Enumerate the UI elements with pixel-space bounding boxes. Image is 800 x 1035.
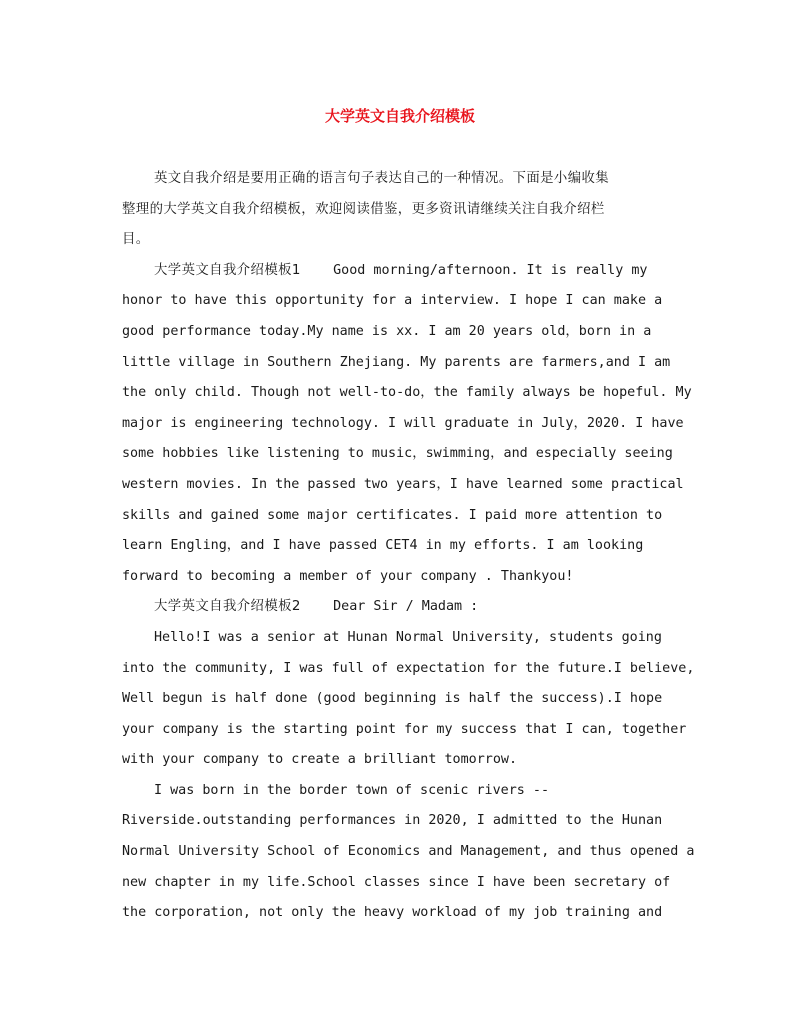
section-2-salutation: Dear Sir / Madam : [333,599,479,615]
section-2-line: I was born in the border town of scenic rivers -- [154,782,550,798]
section-2-first-line [122,592,682,623]
section-1-line: little village in Southern Zhejiang. My parents are farmers,and I am [122,354,671,370]
section-1-line: major is engineering technology. I will graduate in July，2020. I have [122,415,684,431]
section-2-line: your company is the starting point for my success that I can, together [122,721,687,737]
document-body [122,164,695,929]
section-1 [122,256,692,593]
intro-line: 目。 [122,232,150,248]
section-1-first-line [122,256,682,287]
section-1-line: honor to have this opportunity for a interview. I hope I can make a [122,293,663,309]
section-1-line: some hobbies like listening to music，swimming，and especially seeing [122,446,673,462]
section-2-line: new chapter in my life.School classes since I have been secretary of [122,874,671,890]
section-2-line: Normal University School of Economics and Management, and thus opened a [122,844,695,860]
section-2-line: Well begun is half done (good beginning is half the success).I hope [122,691,663,707]
section-1-line: the only child. Though not well-to-do，the family always be hopeful. My [122,385,692,401]
section-2 [122,592,695,929]
section-1-heading: 大学英文自我介绍模板1 [154,262,301,278]
intro-line: 英文自我介绍是要用正确的语言句子表达自己的一种情况。下面是小编收集 [154,171,610,186]
section-2-line: with your company to create a brilliant tomorrow. [122,752,518,768]
section-2-line: the corporation, not only the heavy workload of my job training and [122,905,663,921]
intro-line: 整理的大学英文自我介绍模板，欢迎阅读借鉴，更多资讯请继续关注自我介绍栏 [122,201,605,217]
section-1-line: western movies. In the passed two years，I have learned some practical [122,476,684,492]
section-2-heading: 大学英文自我介绍模板2 [154,599,301,615]
section-2-line: Hello!I was a senior at Hunan Normal University, students going [154,629,662,645]
document-title: 大学英文自我介绍模板 [324,107,475,125]
section-1-line: skills and gained some major certificates. I paid more attention to [122,507,663,523]
section-2-line: Riverside.outstanding performances in 2020, I admitted to the Hunan [122,813,663,829]
section-1-line: Good morning/afternoon. It is really my [333,262,648,278]
section-1-line: good performance today.My name is xx. I am 20 years old，born in a [122,323,652,339]
section-1-line: learn Engling，and I have passed CET4 in my efforts. I am looking [122,538,644,554]
section-2-line: into the community, I was full of expectation for the future.I believe, [122,660,695,676]
intro-paragraph [122,164,682,256]
section-1-line: forward to becoming a member of your company . Thankyou! [122,568,574,584]
